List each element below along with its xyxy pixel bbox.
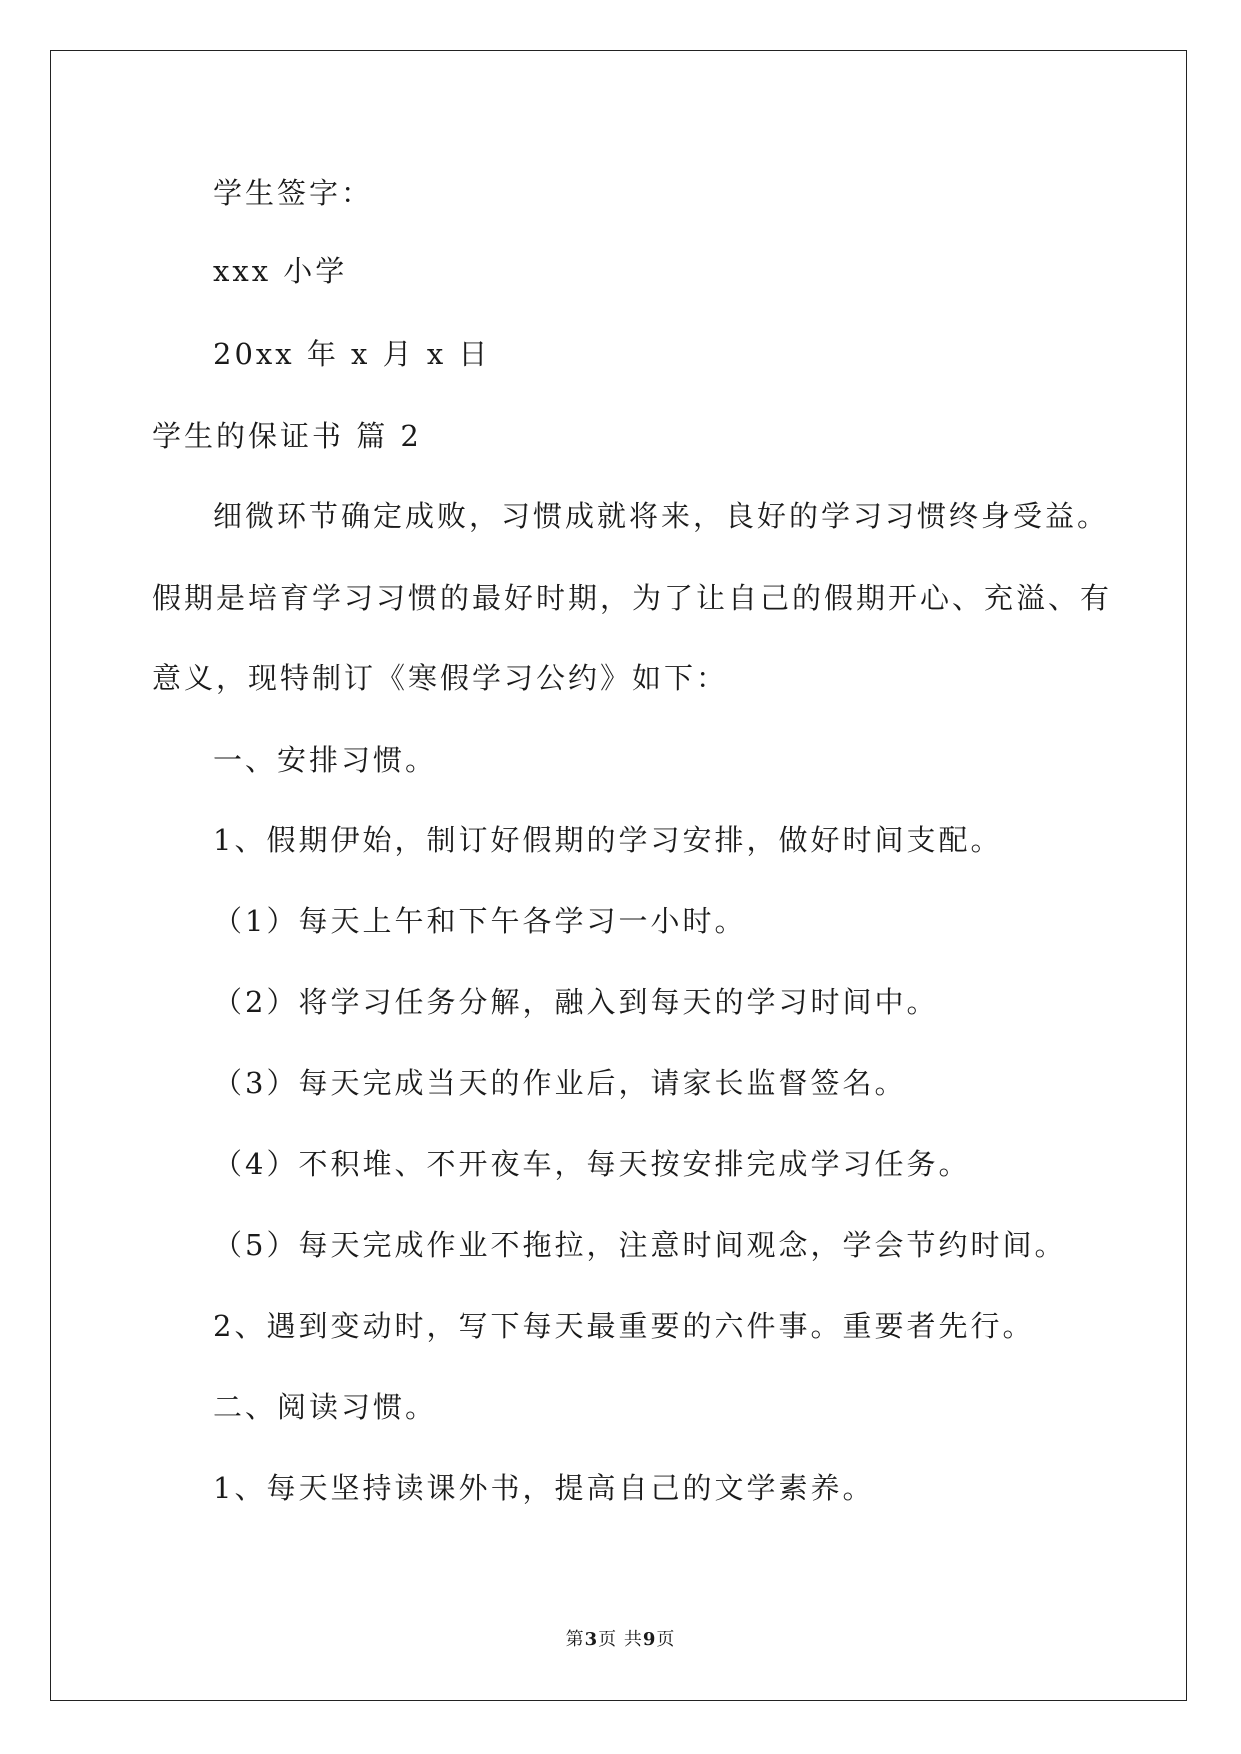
page-frame: [50, 50, 1187, 1701]
total-pages-number: 9: [642, 1629, 657, 1650]
list-item: 1、每天坚持读课外书，提高自己的文学素养。: [213, 1471, 875, 1505]
list-item: （1）每天上午和下午各学习一小时。: [213, 904, 747, 938]
item-heading: 一、安排习惯。: [213, 743, 438, 777]
paragraph-line: 假期是培育学习习惯的最好时期，为了让自己的假期开心、充溢、有: [152, 581, 1113, 615]
page-footer: [0, 1628, 1241, 1652]
paragraph-line: 细微环节确定成败，习惯成就将来，良好的学习习惯终身受益。: [213, 499, 1110, 533]
item-heading: 二、阅读习惯。: [213, 1390, 438, 1424]
footer-suffix: 页: [656, 1629, 676, 1650]
list-item: （3）每天完成当天的作业后，请家长监督签名。: [213, 1066, 907, 1100]
school-name-line: xxx 小学: [213, 254, 348, 288]
list-item: 2、遇到变动时，写下每天最重要的六件事。重要者先行。: [213, 1309, 1035, 1343]
list-item: （5）每天完成作业不拖拉，注意时间观念，学会节约时间。: [213, 1228, 1067, 1262]
section-heading: 学生的保证书 篇 2: [152, 419, 422, 453]
footer-middle: 页 共: [598, 1629, 643, 1650]
list-item: （4）不积堆、不开夜车，每天按安排完成学习任务。: [213, 1147, 971, 1181]
footer-prefix: 第: [565, 1629, 585, 1650]
date-line: 20xx 年 x 月 x 日: [213, 337, 491, 371]
list-item: 1、假期伊始，制订好假期的学习安排，做好时间支配。: [213, 823, 1003, 857]
paragraph-line: 意义，现特制订《寒假学习公约》如下：: [152, 661, 729, 695]
current-page-number: 3: [584, 1629, 599, 1650]
student-signature-line: 学生签字：: [213, 176, 374, 210]
list-item: （2）将学习任务分解，融入到每天的学习时间中。: [213, 985, 939, 1019]
